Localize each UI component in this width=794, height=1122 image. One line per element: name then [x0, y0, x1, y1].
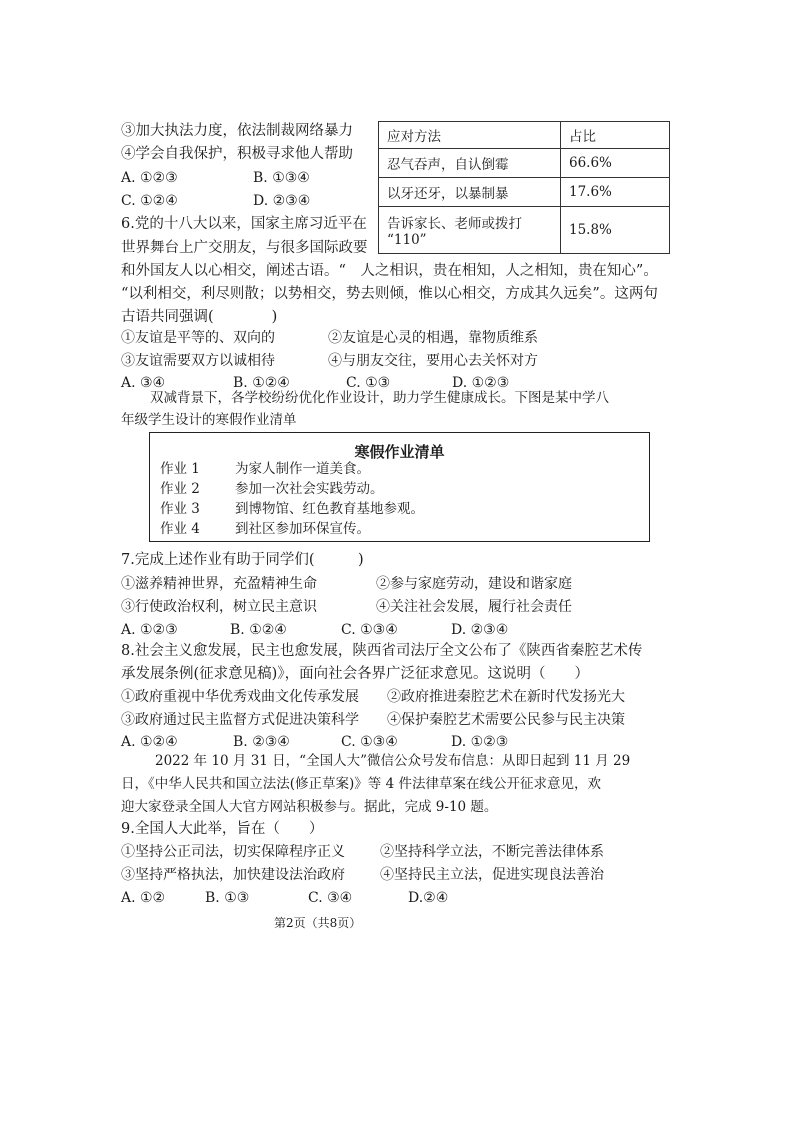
q5-choice-a: A. ①②③	[121, 170, 178, 186]
q7-stem: 7.完成上述作业有助于同学们( )	[121, 552, 364, 568]
q8-choice-d: D. ①②③	[451, 734, 509, 750]
homework-text: 到社区参加环保宣传。	[235, 521, 370, 537]
table-cell-ratio: 66.6%	[561, 149, 670, 178]
q7-option-1: ①滋养精神世界，充盈精神生命	[121, 576, 317, 592]
q8-option-4: ④保护秦腔艺术需要公民参与民主决策	[387, 712, 625, 728]
q6-choice-a: A. ③④	[121, 375, 166, 391]
table-cell-ratio: 15.8%	[561, 207, 670, 254]
list-item	[160, 461, 370, 477]
q6-stem-line-2: 世界舞台上广交朋友，与很多国际政要	[121, 240, 368, 256]
q9-option-3: ③坚持严格执法，加快建设法治政府	[121, 867, 345, 883]
homework-label: 作业 1	[160, 461, 200, 477]
q6-choice-c: C. ①③	[346, 375, 391, 391]
q5-option-3: ③加大执法力度，依法制裁网络暴力	[121, 123, 353, 139]
q7-choice-b: B. ①②④	[230, 622, 287, 638]
q9-intro-line-3: 迎大家登录全国人大官方网站积极参与。据此，完成 9-10 题。	[121, 799, 498, 815]
list-item	[160, 501, 424, 517]
q8-choice-c: C. ①③④	[341, 734, 398, 750]
q6-stem-line-1: 6.党的十八大以来，国家主席习近平在	[121, 216, 367, 232]
table-cell-method-line1: 告诉家长、老师或拨打	[387, 216, 522, 232]
list-item	[160, 481, 384, 497]
q8-stem-line-1: 8.社会主义愈发展，民主也愈发展，陕西省司法厅全文公布了《陕西省秦腔艺术传	[121, 643, 643, 659]
q6-option-1: ①友谊是平等的、双向的	[121, 330, 275, 346]
q7-option-2: ②参与家庭劳动，建设和谐家庭	[376, 576, 572, 592]
coping-methods-table	[378, 121, 670, 254]
q8-option-1: ①政府重视中华优秀戏曲文化传承发展	[121, 689, 359, 705]
homework-list-title: 寒假作业清单	[354, 443, 445, 461]
q5-choice-d: D. ②③④	[253, 193, 311, 209]
homework-label: 作业 4	[160, 521, 200, 537]
table-cell-method-line2: “110”	[387, 232, 427, 248]
q9-choice-b: B. ①③	[205, 890, 250, 906]
homework-text: 到博物馆、红色教育基地参观。	[235, 501, 424, 517]
q8-stem-line-2: 承发展条例(征求意见稿)》，面向社会各界广泛征求意见。这说明（ ）	[121, 666, 590, 682]
q6-option-3: ③友谊需要双方以诚相待	[121, 353, 275, 369]
q6-option-4: ④与朋友交往，要用心去关怀对方	[328, 353, 538, 369]
homework-text: 为家人制作一道美食。	[235, 461, 370, 477]
page-number-footer: 第2页（共8页）	[274, 916, 362, 930]
table-cell-method	[379, 207, 561, 254]
q9-choice-c: C. ③④	[308, 890, 353, 906]
table-header-ratio: 占比	[561, 122, 670, 149]
table-cell-method: 忍气吞声，自认倒霉	[379, 149, 561, 178]
q9-stem: 9.全国人大此举，旨在（ ）	[121, 821, 324, 837]
q9-option-2: ②坚持科学立法，不断完善法律体系	[380, 844, 604, 860]
table-row	[379, 149, 670, 178]
list-item	[160, 521, 370, 537]
homework-label: 作业 3	[160, 501, 200, 517]
q8-choice-b: B. ②③④	[233, 734, 290, 750]
q9-choice-a: A. ①②	[121, 890, 166, 906]
q9-intro-line-1: 2022 年 10 月 31 日，“全国人大”微信公众号发布信息：从即日起到 11 月 29	[155, 753, 631, 769]
table-cell-method: 以牙还牙，以暴制暴	[379, 178, 561, 207]
q7-choice-a: A. ①②③	[121, 622, 178, 638]
q7-choice-c: C. ①③④	[341, 622, 398, 638]
q9-choice-d: D.②④	[408, 890, 449, 906]
q6-option-2: ②友谊是心灵的相遇，靠物质维系	[328, 330, 538, 346]
table-header-method: 应对方法	[379, 122, 561, 149]
table-row	[379, 178, 670, 207]
q7-choice-d: D. ②③④	[451, 622, 509, 638]
q6-stem-line-3: 和外国友人以心相交，阐述古语。“ 人之相识，贵在相知，人之相知，贵在知心”。	[121, 263, 658, 279]
q5-option-4: ④学会自我保护，积极寻求他人帮助	[121, 146, 353, 162]
q9-intro-line-2: 日，《中华人民共和国立法法(修正草案)》等 4 件法律草案在线公开征求意见，欢	[121, 776, 601, 792]
q5-choice-b: B. ①③④	[253, 170, 310, 186]
q7-intro-line-2: 年级学生设计的寒假作业清单	[121, 412, 297, 428]
homework-list-box	[149, 432, 650, 542]
homework-text: 参加一次社会实践劳动。	[235, 481, 384, 497]
q6-stem-line-4: “以利相交，利尽则散；以势相交，势去则倾，惟以心相交，方成其久远矣”。这两句	[121, 286, 658, 302]
table-cell-ratio: 17.6%	[561, 178, 670, 207]
q6-choice-b: B. ①②④	[233, 375, 290, 391]
q8-choice-a: A. ①②④	[121, 734, 178, 750]
q8-option-2: ②政府推进秦腔艺术在新时代发扬光大	[387, 689, 625, 705]
q6-stem-line-5: 古语共同强调( )	[121, 309, 278, 325]
homework-label: 作业 2	[160, 481, 200, 497]
q7-option-4: ④关注社会发展，履行社会责任	[376, 599, 572, 615]
q7-intro-line-1: 双减背景下，各学校纷纷优化作业设计，助力学生健康成长。下图是某中学八	[150, 390, 609, 406]
q5-choice-c: C. ①②④	[121, 193, 178, 209]
table-row	[379, 207, 670, 254]
q9-option-4: ④坚持民主立法，促进实现良法善治	[380, 867, 604, 883]
q9-option-1: ①坚持公正司法，切实保障程序正义	[121, 844, 345, 860]
q7-option-3: ③行使政治权利，树立民主意识	[121, 599, 317, 615]
q8-option-3: ③政府通过民主监督方式促进决策科学	[121, 712, 359, 728]
q6-choice-d: D. ①②③	[452, 375, 510, 391]
